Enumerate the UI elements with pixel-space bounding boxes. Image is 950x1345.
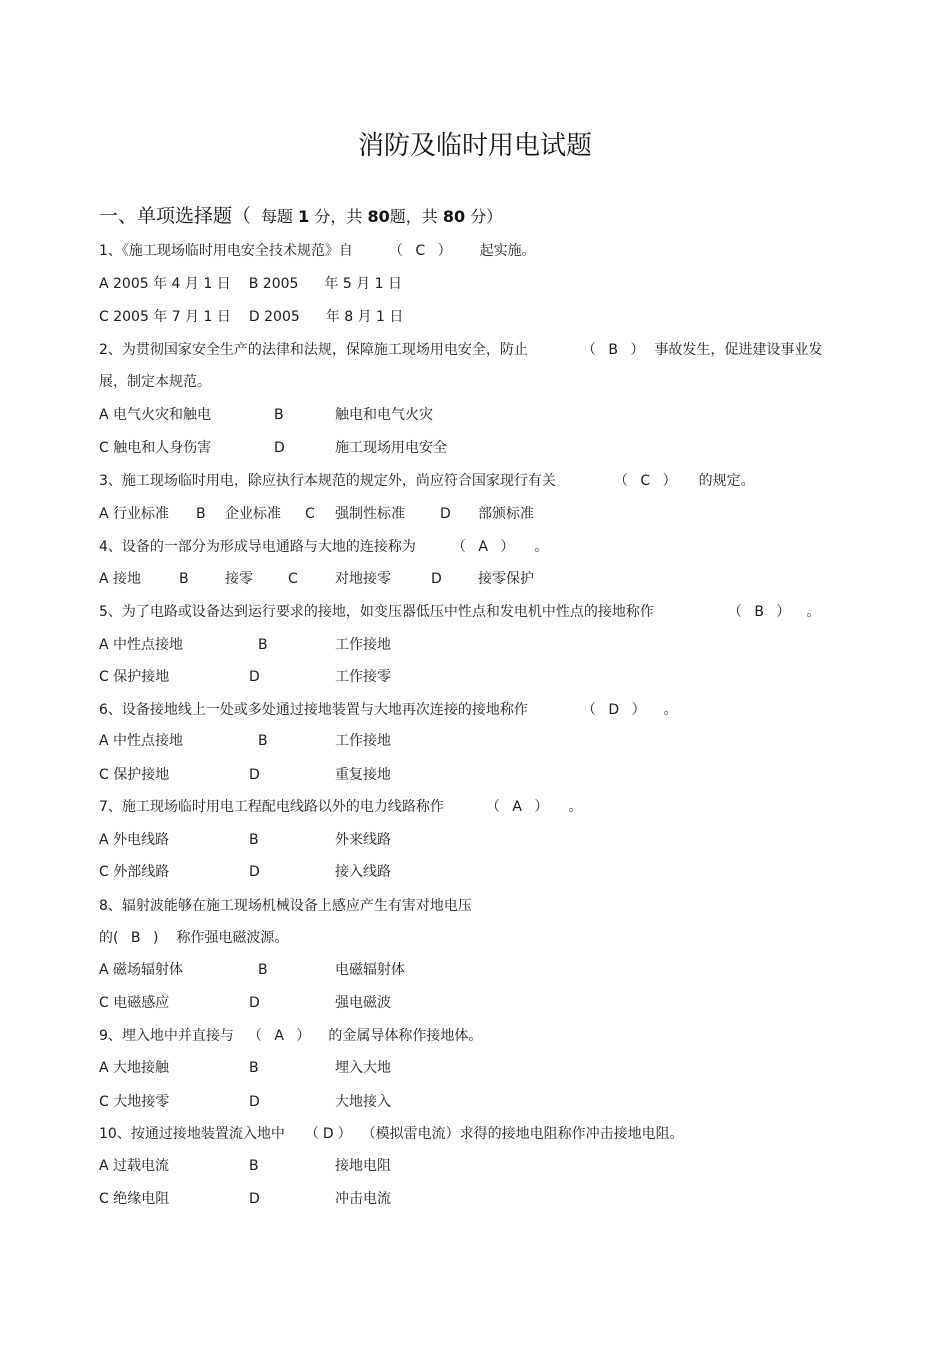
- option: 接地电阻: [335, 1158, 391, 1174]
- question-7-options-row-1: [99, 830, 499, 850]
- question-2-options-row-2: [99, 438, 499, 458]
- question-8-options-row-2: [99, 993, 499, 1013]
- question-4-options: [99, 569, 599, 589]
- option: C: [288, 571, 298, 587]
- option: 大地接入: [335, 1094, 391, 1110]
- question-9-stem: 9、埋入地中并直接与 （ A ） 的金属导体称作接地体。: [99, 1028, 483, 1044]
- option: 年 8 月 1 日: [325, 309, 404, 325]
- question-8-stem-line-2: 的( B ) 称作强电磁波源。: [99, 930, 289, 946]
- section-note: 每题 1 分，共 80题，共 80 分）: [261, 207, 503, 226]
- answer: （ A ）: [485, 799, 553, 815]
- question-6-options-row-1: [99, 731, 499, 751]
- option: A 2005 年 4 月 1 日: [99, 276, 231, 292]
- option: 接零: [225, 571, 253, 587]
- option: D: [440, 506, 451, 522]
- score-per-question: 1: [298, 207, 310, 226]
- option: D: [431, 571, 442, 587]
- option: 工作接零: [335, 669, 391, 685]
- option: 工作接地: [335, 637, 391, 653]
- option: 强制性标准: [335, 506, 405, 522]
- option: A 大地接触: [99, 1060, 170, 1076]
- option: C 外部线路: [99, 864, 170, 880]
- answer: （ B ）: [727, 604, 795, 620]
- option: A 电气火灾和触电: [99, 407, 212, 423]
- question-8-options-row-1: [99, 960, 499, 980]
- option: 施工现场用电安全: [335, 440, 447, 456]
- option: D: [249, 1094, 260, 1110]
- answer: （ C ）: [388, 243, 456, 259]
- option: B: [258, 962, 268, 978]
- option: B: [179, 571, 189, 587]
- option: A 磁场辐射体: [99, 962, 184, 978]
- question-8-stem: 8、辐射波能够在施工现场机械设备上感应产生有害对地电压: [99, 898, 472, 914]
- question-9-options-row-1: [99, 1058, 499, 1078]
- option: B: [274, 407, 284, 423]
- option: 年 5 月 1 日: [324, 276, 403, 292]
- question-5-options-row-1: [99, 635, 499, 655]
- answer: （ B ）: [581, 342, 649, 358]
- option: B 2005: [248, 276, 299, 292]
- option: C 大地接零: [99, 1094, 170, 1110]
- option: 强电磁波: [335, 995, 391, 1011]
- question-4-stem: 4、设备的一部分为形成导电通路与大地的连接称为 （ A ） 。: [99, 539, 549, 555]
- option: C 电磁感应: [99, 995, 170, 1011]
- option: B: [249, 1060, 259, 1076]
- option: C 保护接地: [99, 767, 170, 783]
- option: D: [249, 864, 260, 880]
- option: D: [249, 1191, 260, 1207]
- option: D 2005: [248, 309, 300, 325]
- question-7-stem: 7、施工现场临时用电工程配电线路以外的电力线路称作 （ A ） 。: [99, 799, 583, 815]
- option: D: [249, 767, 260, 783]
- option: A 中性点接地: [99, 637, 184, 653]
- question-1-options-row-2: [99, 307, 403, 327]
- option: 埋入大地: [335, 1060, 391, 1076]
- option: 对地接零: [335, 571, 391, 587]
- question-5-stem: 5、为了电路或设备达到运行要求的接地，如变压器低压中性点和发电机中性点的接地称作 （ B ） 。: [99, 604, 821, 620]
- question-7-options-row-2: [99, 862, 499, 882]
- option: A 过载电流: [99, 1158, 170, 1174]
- question-1-stem: 1、《施工现场临时用电安全技术规范》自 （ C ） 起实施。: [99, 243, 536, 259]
- question-3-stem: 3、施工现场临时用电，除应执行本规范的规定外，尚应符合国家现行有关 （ C ） 的规定。: [99, 473, 755, 489]
- option: 接入线路: [335, 864, 391, 880]
- answer: （ C ）: [613, 473, 681, 489]
- question-2-options-row-1: [99, 405, 499, 425]
- option: B: [249, 832, 259, 848]
- question-3-options: [99, 504, 599, 524]
- option: 触电和电气火灾: [335, 407, 433, 423]
- question-10-stem: 10、按通过接地装置流入地中 （D） （模拟雷电流）求得的接地电阻称作冲击接地电阻。: [99, 1126, 684, 1142]
- section-heading: [99, 202, 502, 231]
- page-title: 消防及临时用电试题: [357, 131, 592, 161]
- answer: （ A ）: [247, 1028, 315, 1044]
- option: C 2005 年 7 月 1 日: [99, 309, 231, 325]
- question-6-stem: 6、设备接地线上一处或多处通过接地装置与大地再次连接的接地称作 （ D ） 。: [99, 702, 678, 718]
- option: 部颁标准: [478, 506, 534, 522]
- total-score: 80: [442, 207, 466, 226]
- question-10-options-row-2: [99, 1189, 499, 1209]
- option: 接零保护: [478, 571, 534, 587]
- option: 冲击电流: [335, 1191, 391, 1207]
- option: C 保护接地: [99, 669, 170, 685]
- option: D: [274, 440, 285, 456]
- option: B: [258, 733, 268, 749]
- option: B: [258, 637, 268, 653]
- option: C: [305, 506, 315, 522]
- option: B: [249, 1158, 259, 1174]
- option: A 行业标准: [99, 506, 170, 522]
- question-6-options-row-2: [99, 765, 499, 785]
- answer: （ D ）: [581, 702, 650, 718]
- option: B: [196, 506, 206, 522]
- question-5-options-row-2: [99, 667, 499, 687]
- question-10-options-row-1: [99, 1156, 499, 1176]
- option: D: [249, 669, 260, 685]
- question-1-options-row-1: [99, 274, 402, 294]
- question-2-stem-line-2: 展，制定本规范。: [99, 374, 211, 390]
- question-2-stem: 2、为贯彻国家安全生产的法律和法规，保障施工现场用电安全，防止 （ B ） 事故发生，促进建设事业发: [99, 342, 823, 358]
- option: A 中性点接地: [99, 733, 184, 749]
- option: 电磁辐射体: [335, 962, 405, 978]
- option: 工作接地: [335, 733, 391, 749]
- option: 企业标准: [225, 506, 281, 522]
- option: 重复接地: [335, 767, 391, 783]
- question-9-options-row-2: [99, 1092, 499, 1112]
- option: C 触电和人身伤害: [99, 440, 212, 456]
- answer: ( B ): [113, 930, 163, 946]
- option: D: [249, 995, 260, 1011]
- option: 外来线路: [335, 832, 391, 848]
- answer: （ A ）: [451, 539, 519, 555]
- question-count: 80: [367, 207, 390, 226]
- answer: （D）: [304, 1126, 356, 1142]
- option: A 接地: [99, 571, 142, 587]
- option: A 外电线路: [99, 832, 170, 848]
- option: C 绝缘电阻: [99, 1191, 170, 1207]
- section-heading-text: 一、单项选择题（: [99, 205, 252, 227]
